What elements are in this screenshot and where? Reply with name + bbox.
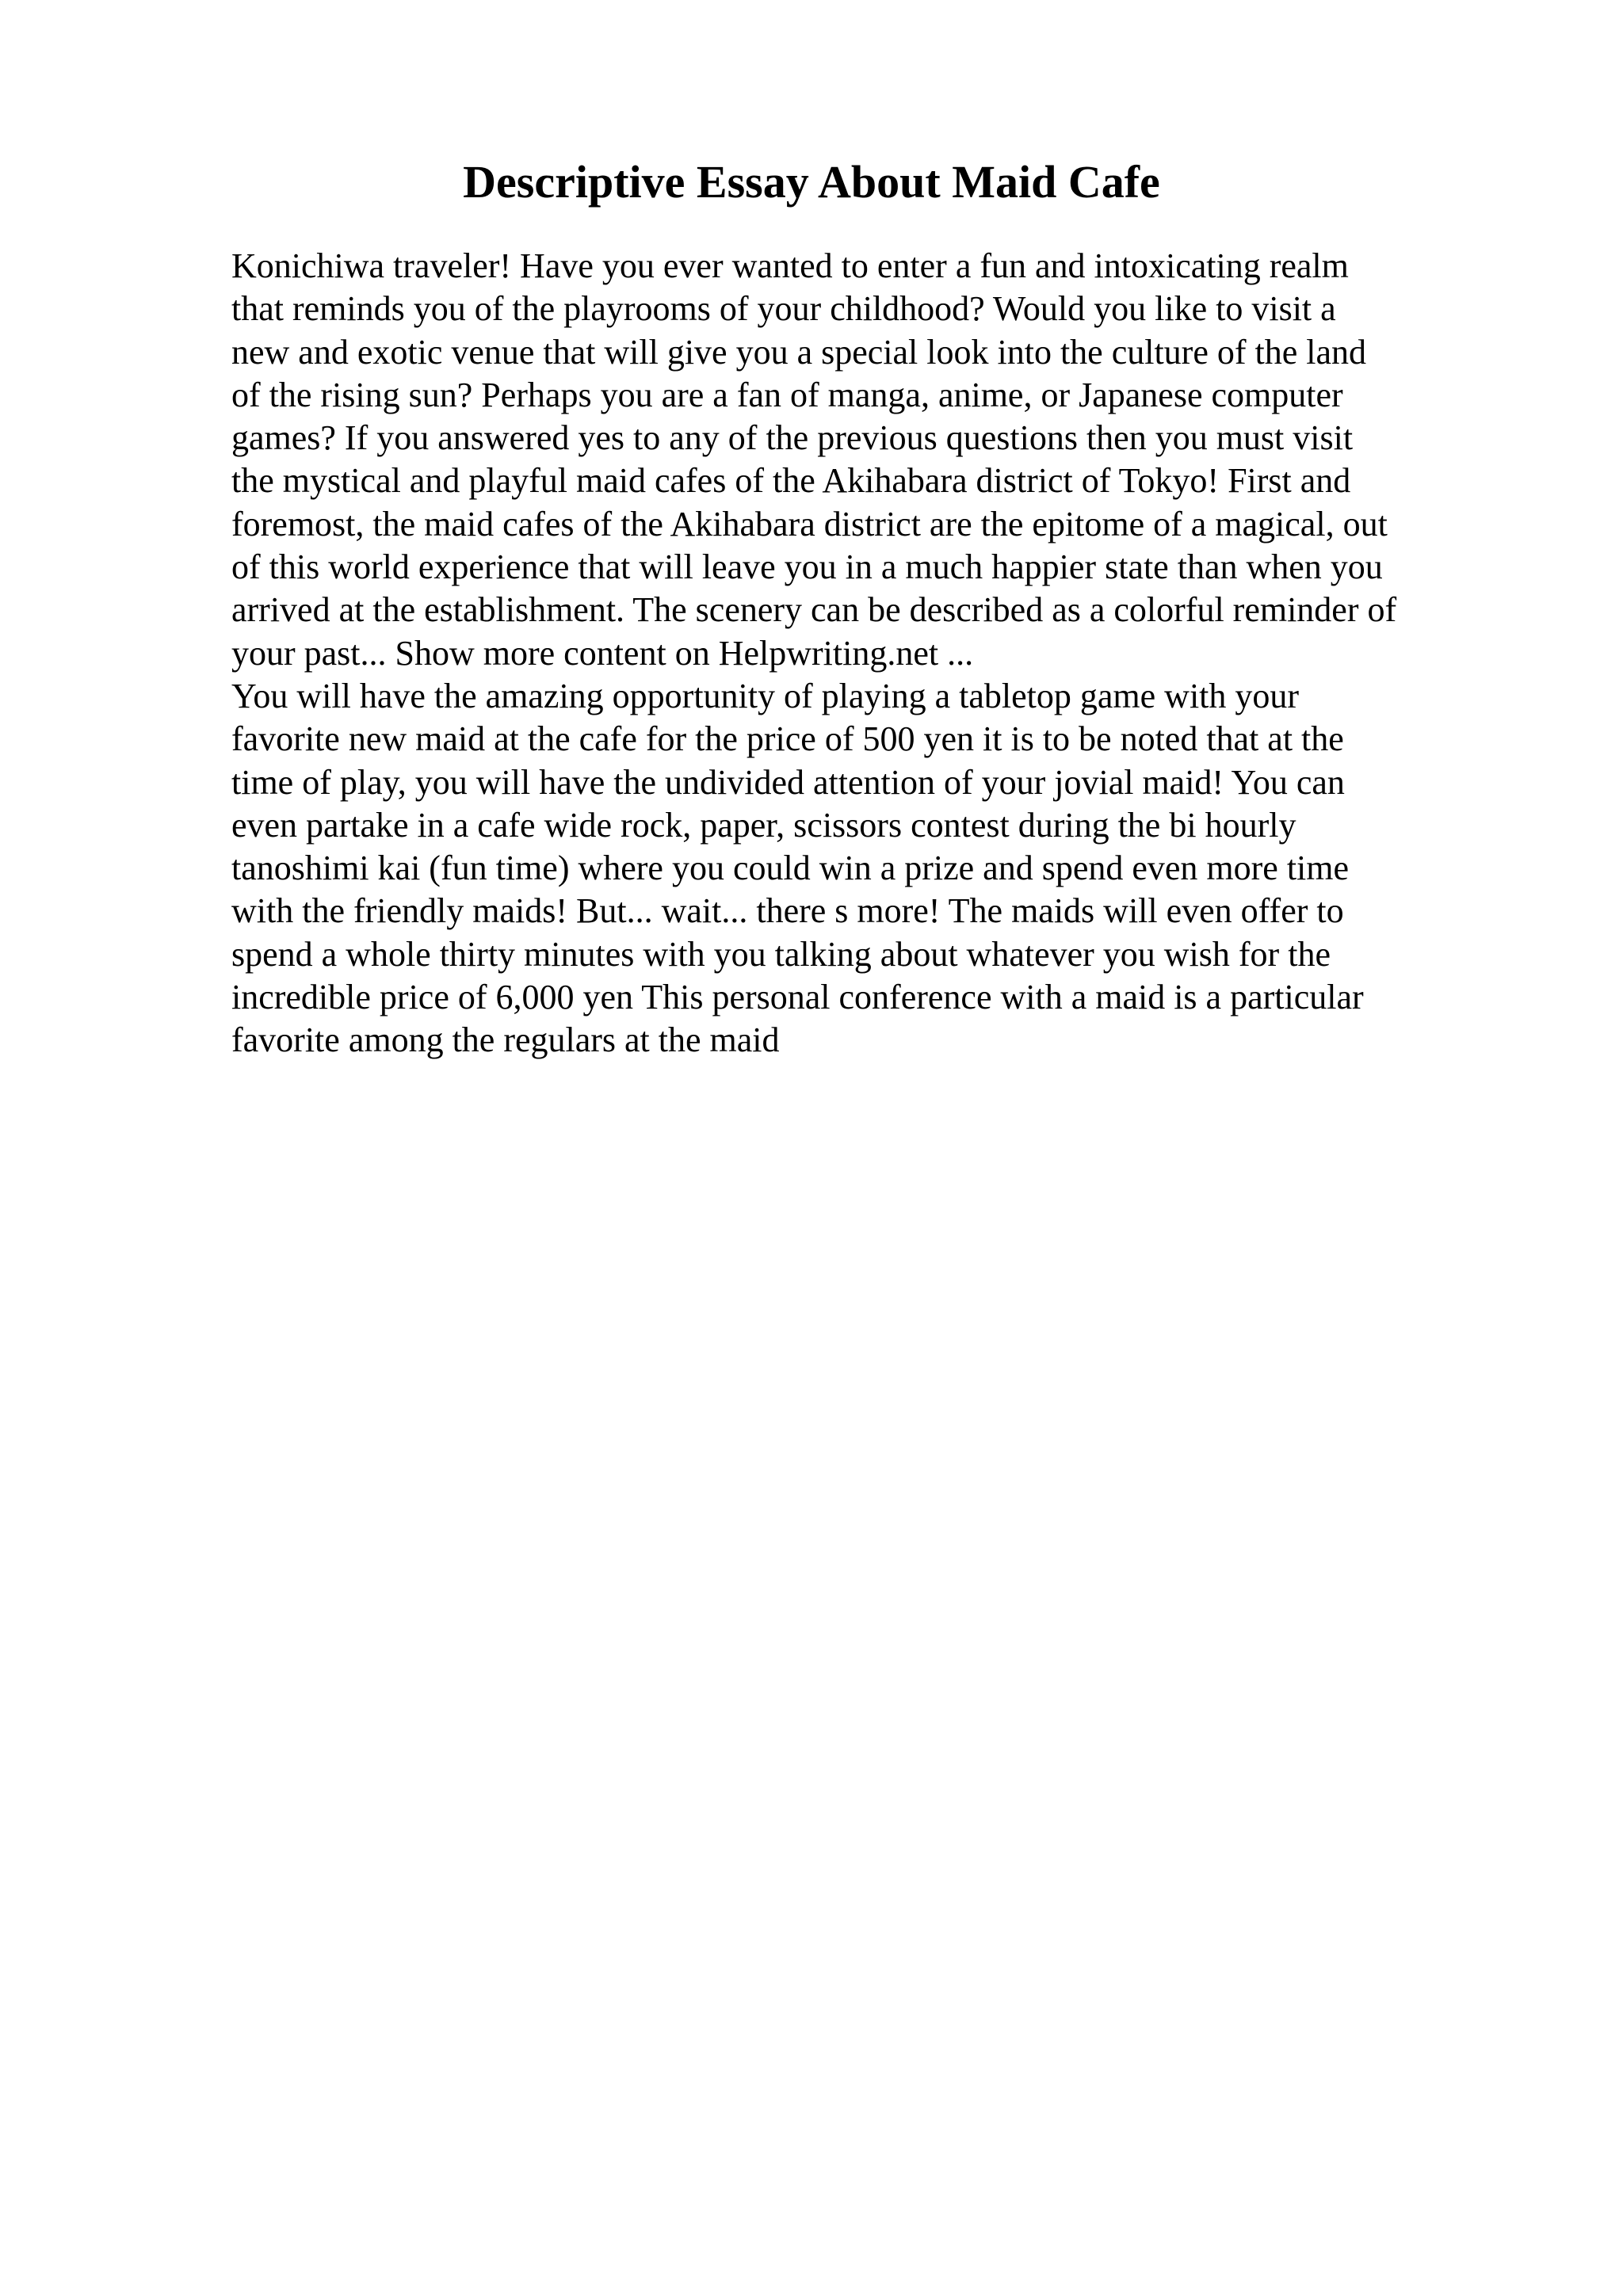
text-line: of the rising sun? Perhaps you are a fan of manga, anime, or Japanese computer (231, 375, 1343, 414)
text-line: Konichiwa traveler! Have you ever wanted to enter a fun and intoxicating realm (231, 246, 1349, 285)
text-line: favorite new maid at the cafe for the price of 500 yen it is to be noted that at the (231, 719, 1344, 759)
text-line: favorite among the regulars at the maid (231, 1020, 780, 1060)
text-line: foremost, the maid cafes of the Akihabara district are the epitome of a magical, out (231, 504, 1388, 543)
text-line: even partake in a cafe wide rock, paper, scissors contest during the bi hourly (231, 805, 1296, 845)
text-line: arrived at the establishment. The scenery can be described as a colorful reminder of (231, 590, 1397, 630)
text-line: the mystical and playful maid cafes of the Akihabara district of Tokyo! First and (231, 461, 1351, 501)
text-line: that reminds you of the playrooms of your childhood? Would you like to visit a (231, 289, 1336, 329)
text-line: time of play, you will have the undivided attention of your jovial maid! You can (231, 762, 1345, 802)
text-line: games? If you answered yes to any of the previous questions then you must visit (231, 418, 1354, 458)
text-line: of this world experience that will leave you in a much happier state than when you (231, 547, 1383, 587)
text-line: new and exotic venue that will give you a special look into the culture of the land (231, 332, 1367, 372)
text-line: your past... Show more content on Helpwriting.net ... (231, 633, 974, 673)
document-title: Descriptive Essay About Maid Cafe (463, 156, 1160, 208)
text-line: spend a whole thirty minutes with you talking about whatever you wish for the (231, 934, 1331, 974)
essay-body (231, 245, 1499, 1062)
text-line: You will have the amazing opportunity of playing a tabletop game with your (231, 676, 1300, 715)
text-line: incredible price of 6,000 yen This personal conference with a maid is a particular (231, 978, 1364, 1017)
text-line: with the friendly maids! But... wait... there s more! The maids will even offer to (231, 891, 1344, 931)
text-line: tanoshimi kai (fun time) where you could win a prize and spend even more time (231, 849, 1350, 888)
